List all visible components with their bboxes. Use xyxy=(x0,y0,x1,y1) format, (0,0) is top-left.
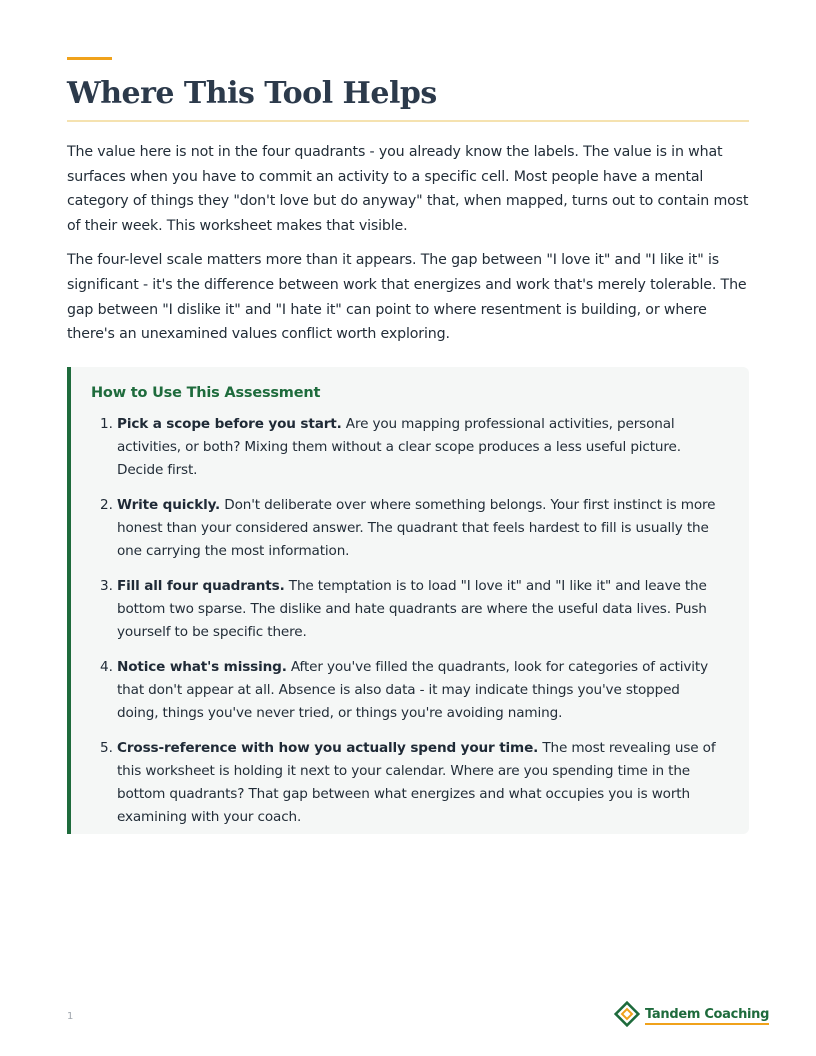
step-title: Write quickly. xyxy=(117,497,221,513)
step-body xyxy=(117,413,723,482)
accent-bar xyxy=(67,57,112,60)
step-number: 3. xyxy=(100,578,113,594)
step-item xyxy=(91,413,723,482)
assessment-callout xyxy=(67,367,749,834)
brand-logo xyxy=(614,1004,769,1028)
step-title: Fill all four quadrants. xyxy=(117,578,285,594)
intro-section xyxy=(67,140,749,357)
callout-heading: How to Use This Assessment xyxy=(91,385,321,401)
step-item xyxy=(91,494,723,563)
step-text: Are you mapping professional activities, personal activities, or both? Mixing them without a clear scope produces a less useful picture. Decide first. xyxy=(117,416,681,478)
step-number: 1. xyxy=(100,416,113,432)
step-item xyxy=(91,575,723,644)
step-number: 4. xyxy=(100,659,113,675)
step-text: Don't deliberate over where something belongs. Your first instinct is more honest than your considered answer. The quadrant that feels hardest to fill is usually the one carrying the most information. xyxy=(117,497,716,559)
step-number: 2. xyxy=(100,497,113,513)
step-body xyxy=(117,575,723,644)
step-text: After you've filled the quadrants, look for categories of activity that don't appear at all. Absence is also data - it may indicate things you've stopped doing, things you've never tried, or things you're avoiding naming. xyxy=(117,659,708,721)
step-body xyxy=(117,656,723,725)
page-title: Where This Tool Helps xyxy=(67,76,437,111)
step-body xyxy=(117,494,723,563)
step-title: Pick a scope before you start. xyxy=(117,416,342,432)
step-item xyxy=(91,737,723,829)
steps-list xyxy=(91,413,723,829)
step-text: The temptation is to load "I love it" and "I like it" and leave the bottom two sparse. The dislike and hate quadrants are where the useful data lives. Push yourself to be specific there. xyxy=(117,578,707,640)
step-text: The most revealing use of this worksheet is holding it next to your calendar. Where are you spending time in the bottom quadrants? That gap between what energizes and what occupies you is worth examining with your coach. xyxy=(117,740,716,825)
step-title: Cross-reference with how you actually spend your time. xyxy=(117,740,539,756)
intro-paragraph-1: The value here is not in the four quadrants - you already know the labels. The value is in what surfaces when you have to commit an activity to a specific cell. Most people have a mental category of things they "don't love but do anyway" that, when mapped, turns out to contain most of their week. This worksheet makes that visible. xyxy=(67,144,749,234)
step-body xyxy=(117,737,723,829)
brand-name: Tandem Coaching xyxy=(645,1008,769,1025)
diamond-logo-icon xyxy=(614,1001,640,1031)
document-page xyxy=(67,0,749,1056)
step-title: Notice what's missing. xyxy=(117,659,287,675)
title-divider xyxy=(67,120,749,122)
page-number: 1 xyxy=(67,1011,74,1022)
intro-paragraph-2: The four-level scale matters more than it appears. The gap between "I love it" and "I like it" is significant - it's the difference between work that energizes and work that's merely tolerable. The gap between "I dislike it" and "I hate it" can point to where resentment is building, or where there's an unexamined values conflict worth exploring. xyxy=(67,252,747,343)
step-item xyxy=(91,656,723,725)
step-number: 5. xyxy=(100,740,113,756)
